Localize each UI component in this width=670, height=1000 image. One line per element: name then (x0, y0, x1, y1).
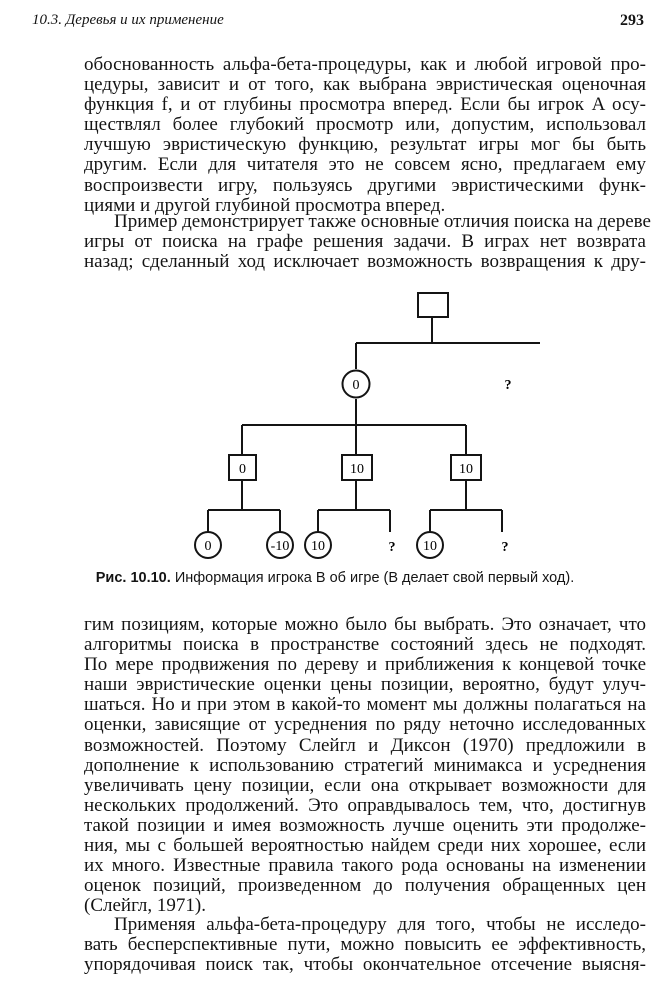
leaf-node-2-value: -10 (270, 539, 290, 554)
running-header (32, 10, 644, 34)
text-line: нескольких продолжений. Это оправдывалось тем, что, достигнув (84, 794, 646, 816)
text-line: гим позициям, которые можно было бы выбрать. Это означает, что (84, 614, 646, 635)
text-line: обоснованность альфа-бета-процедуры, как и любой игровой про- (84, 54, 646, 75)
level2-node-1-value: 0 (239, 462, 246, 477)
game-tree-diagram (180, 285, 540, 575)
text-line: По мере продвижения по дереву и приближения к концевой точке (84, 654, 646, 676)
text-line: возможностей. Поэтому Слейгл и Диксон (1970) предложили в (84, 734, 646, 756)
text-line: другим. Если для читателя это не совсем ясно, предлагаем ему (84, 154, 646, 176)
text-line: такой позиции и имея возможность лучше оценить эти продолже- (84, 814, 646, 836)
text-line: цедуры, зависит и от того, как выбрана эвристическая оценочная (84, 74, 646, 96)
text-line: (Слейгл, 1971). (84, 895, 206, 917)
figure-caption-text: Информация игрока B об игре (B делает свой первый ход). (174, 570, 575, 586)
text-line: воспроизвести игру, пользуясь другими эвристическими функ- (84, 174, 646, 196)
level2-node-2-value: 10 (350, 462, 364, 477)
text-line: вать бесперспективные пути, можно повысить ее эффективность, (84, 934, 646, 956)
leaf-node-6-unknown: ? (501, 540, 509, 555)
text-line: Пример демонстрирует также основные отличия поиска на дереве (114, 211, 651, 232)
section-title: 10.3. Деревья и их применение (32, 12, 224, 28)
text-line: алгоритмы поиска в пространстве состояний здесь не подходят. (84, 634, 646, 656)
text-line: дополнение к использованию стратегий минимакса и усреднения (84, 754, 646, 776)
text-line: игры от поиска на графе решения задачи. В играх нет возврата (84, 231, 646, 253)
paragraph-4 (84, 915, 646, 975)
paragraph-2 (84, 211, 651, 273)
text-line: шаться. Но и при этом в какой-то момент мы должны полагаться на (84, 694, 646, 716)
text-line: увеличивать цену позиции, если она открывает возможности для (84, 774, 646, 796)
level1-node-right-unknown: ? (504, 378, 512, 393)
figure-caption (0, 570, 670, 586)
level2-node-3-value: 10 (459, 462, 473, 477)
text-line: циями и другой глубиной просмотра вперед. (84, 194, 446, 216)
leaf-node-3-value: 10 (311, 539, 325, 554)
leaf-node-4-unknown: ? (388, 540, 396, 555)
text-line: ния, мы с большей вероятностью найдем среди них хорошее, если (84, 835, 646, 857)
leaf-node-1-value: 0 (204, 539, 212, 554)
text-line: оценок позиций, произведенном до получения обращенных цен (84, 875, 646, 897)
page-number: 293 (620, 12, 644, 29)
text-line: назад; сделанный ход исключает возможность возвращения к дру- (84, 251, 646, 273)
text-line: упорядочивая поиск так, чтобы окончательное отсечение выясня- (84, 954, 646, 976)
text-line: наши эвристические оценки цены позиции, вероятно, будут улуч- (84, 674, 646, 696)
text-line: лучшую эвристическую функцию, результат игры мог бы быть (84, 134, 646, 156)
root-node (418, 293, 448, 317)
text-line: функция f, и от глубины просмотра вперед. Если бы игрок A осу- (84, 94, 646, 116)
paragraph-3 (84, 615, 646, 916)
level1-node-left-value: 0 (352, 378, 360, 393)
game-tree-figure (180, 285, 540, 575)
text-line: ществлял более глубокий просмотр или, допустим, использовал (84, 114, 646, 136)
figure-label: Рис. 10.10. (95, 570, 171, 586)
paragraph-1 (84, 55, 646, 216)
leaf-node-5-value: 10 (423, 539, 437, 554)
text-line: Применяя альфа-бета-процедуру для того, чтобы не исследо- (114, 914, 646, 935)
text-line: оценки, зависящие от усреднения по ряду неточно исследованных (84, 714, 646, 736)
text-line: их много. Известные правила такого рода основаны на изменении (84, 855, 646, 877)
